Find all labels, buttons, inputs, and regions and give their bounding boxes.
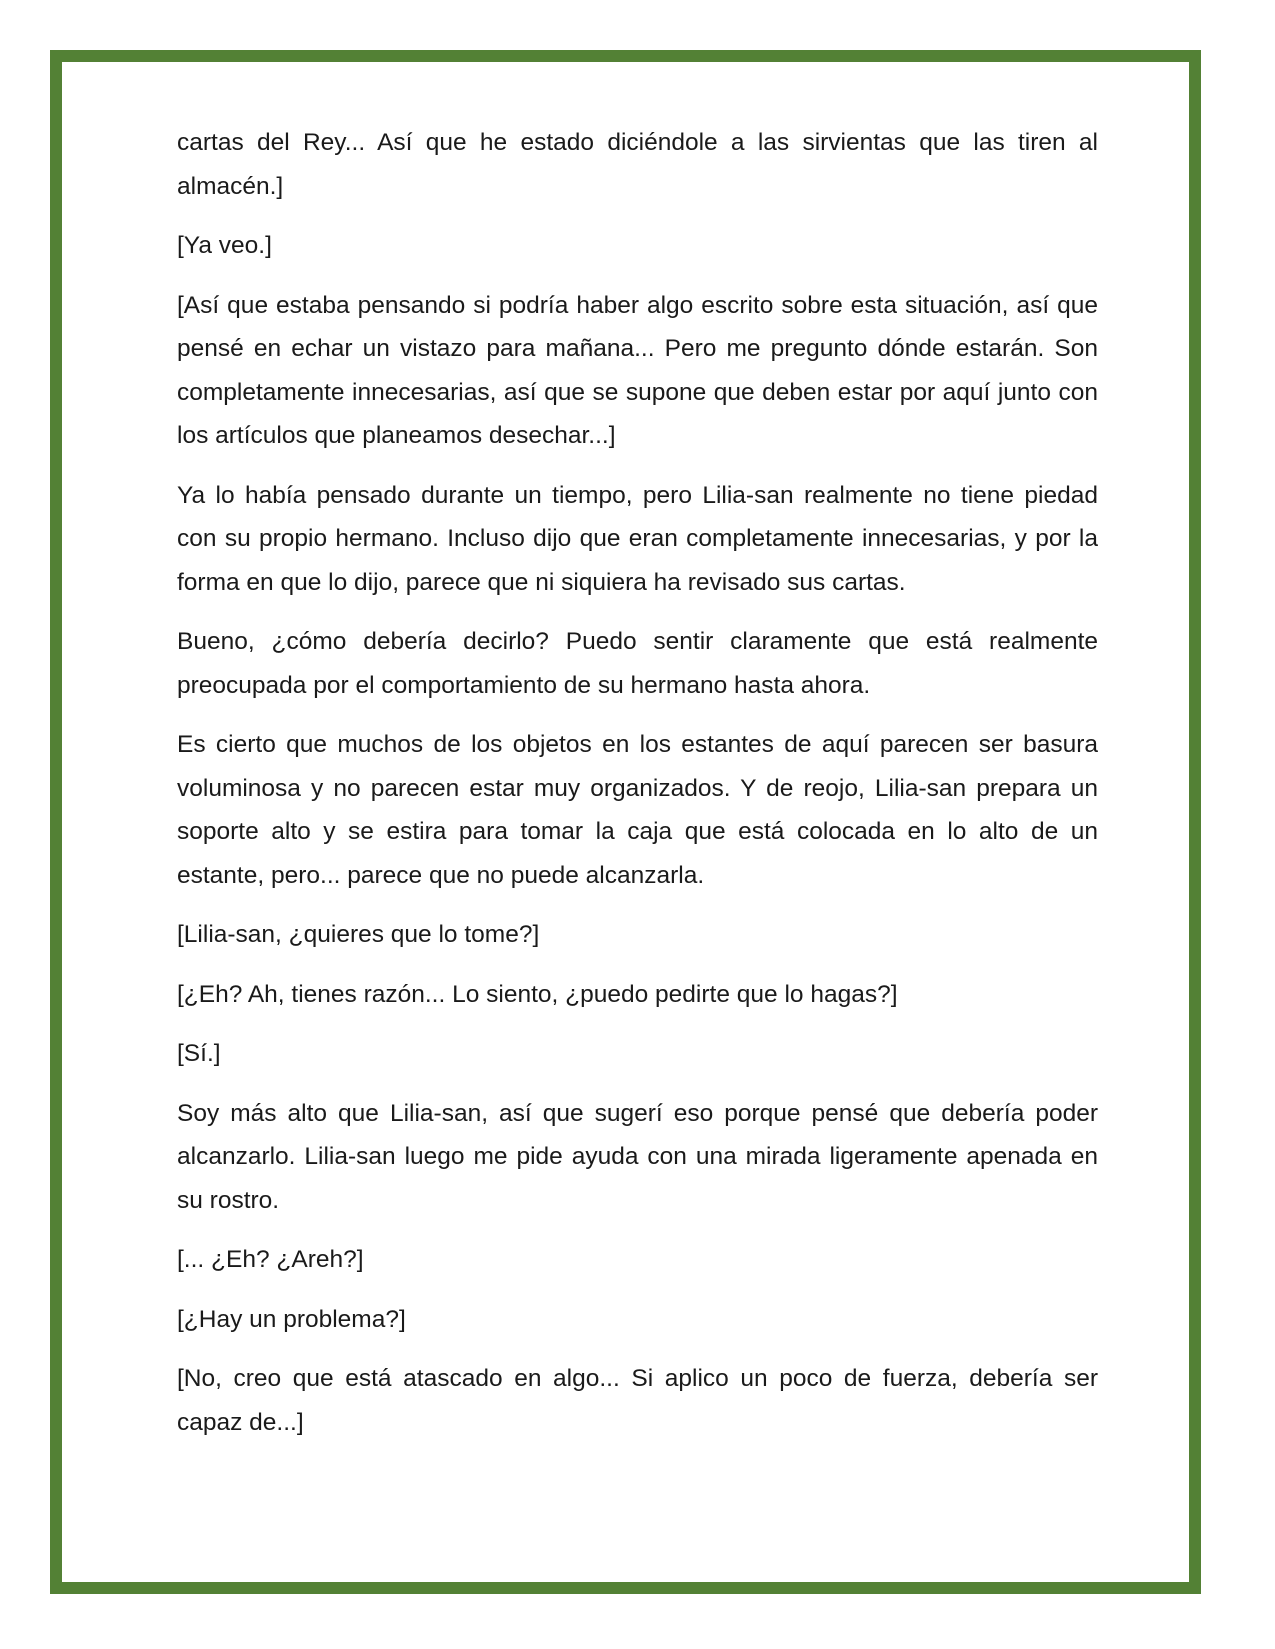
- paragraph-11: [... ¿Eh? ¿Areh?]: [177, 1246, 364, 1273]
- paragraph-8: [¿Eh? Ah, tienes razón... Lo siento, ¿puedo pedirte que lo hagas?]: [177, 980, 898, 1008]
- paragraph-10: Soy más alto que Lilia-san, así que sugerí eso porque pensé que debería poder alcanzarlo. Lilia-san luego me pide ayuda con una mirada ligeramente apenada en su rostro.: [177, 1099, 1098, 1214]
- paragraph-4: Ya lo había pensado durante un tiempo, pero Lilia-san realmente no tiene piedad con su propio hermano. Incluso dijo que eran completamente innecesarias, y por la forma en que lo dijo, parece que ni siquiera ha revisado sus cartas.: [177, 481, 1098, 596]
- paragraph-9: [Sí.]: [177, 1040, 221, 1067]
- paragraph-13: [No, creo que está atascado en algo... Si aplico un poco de fuerza, debería ser capaz de...]: [177, 1365, 1098, 1436]
- paragraph-5: Bueno, ¿cómo debería decirlo? Puedo sentir claramente que está realmente preocupada por el comportamiento de su hermano hasta ahora.: [177, 628, 1098, 699]
- paragraph-2: [Ya veo.]: [177, 232, 272, 259]
- paragraph-7: [Lilia-san, ¿quieres que lo tome?]: [177, 921, 540, 948]
- paragraph-3: [Así que estaba pensando si podría haber algo escrito sobre esta situación, así que pensé en echar un vistazo para mañana... Pero me pregunto dónde estarán. Son completamente innecesarias, así que se supone que deben estar por aquí junto con los artículos que planeamos desechar...]: [177, 291, 1098, 449]
- paragraph-12: [¿Hay un problema?]: [177, 1305, 406, 1333]
- paragraph-6: Es cierto que muchos de los objetos en los estantes de aquí parecen ser basura voluminosa y no parecen estar muy organizados. Y de reojo, Lilia-san prepara un soporte alto y se estira para tomar la caja que está colocada en lo alto de un estante, pero... parece que no puede alcanzarla.: [177, 731, 1098, 889]
- paragraph-1: cartas del Rey... Así que he estado diciéndole a las sirvientas que las tiren al almacén.]: [177, 129, 1098, 200]
- document-body: [177, 121, 1098, 1460]
